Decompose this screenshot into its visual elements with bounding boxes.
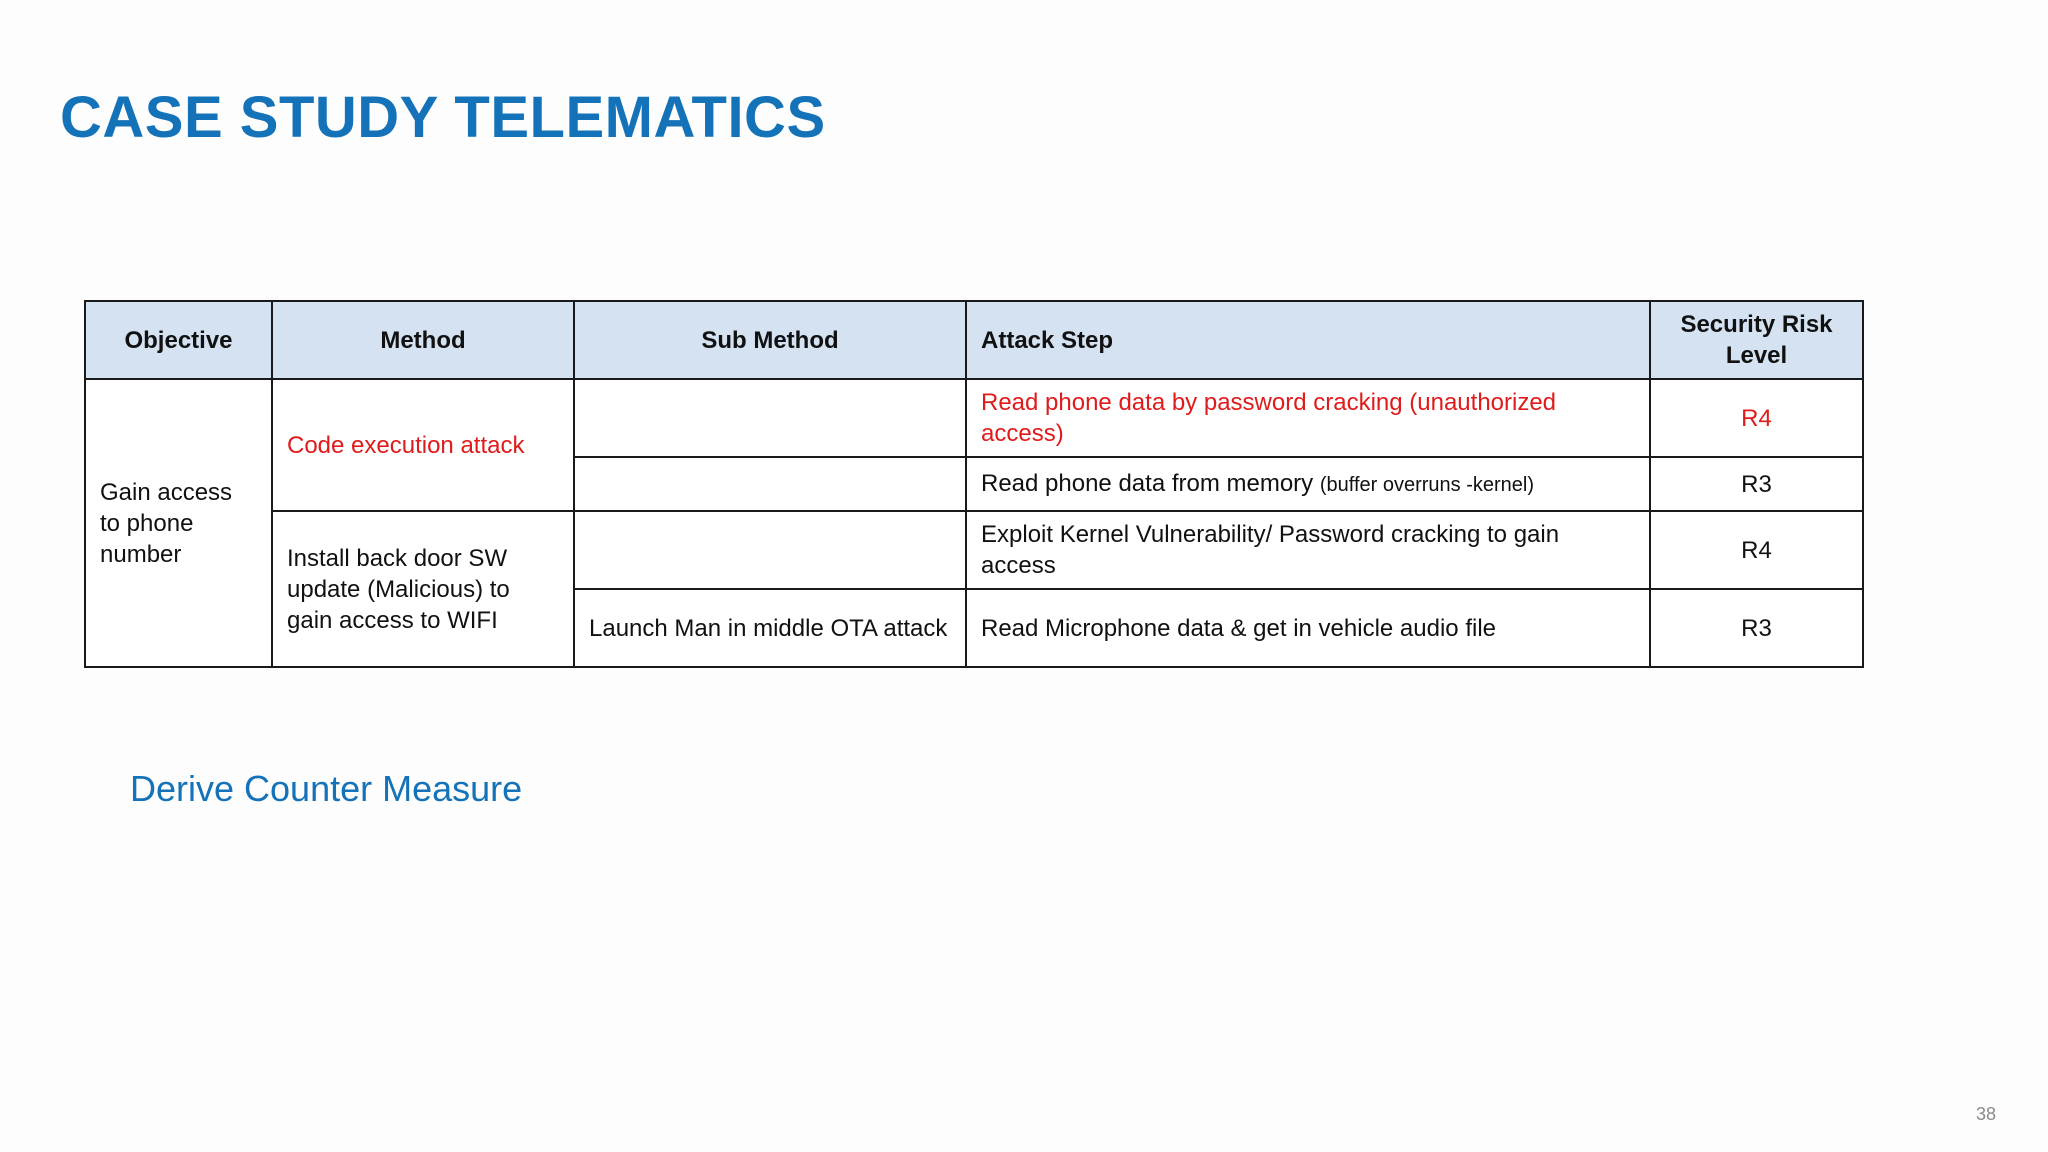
header-attack-step: Attack Step (966, 301, 1650, 379)
sub-method-cell (574, 457, 966, 511)
header-security-risk-level: Security Risk Level (1650, 301, 1863, 379)
slide-title: CASE STUDY TELEMATICS (60, 85, 826, 150)
risk-level-cell: R4 (1650, 379, 1863, 457)
attack-step-note: (buffer overruns -kernel) (1319, 473, 1535, 496)
header-objective: Objective (85, 301, 272, 379)
sub-method-cell (574, 379, 966, 457)
derive-counter-measure-heading: Derive Counter Measure (130, 768, 523, 809)
attack-step-cell (966, 379, 1650, 457)
header-sub-method: Sub Method (574, 301, 966, 379)
sub-method-cell (574, 511, 966, 589)
page-number: 38 (1975, 1104, 1996, 1124)
method-cell: Code execution attack (272, 379, 574, 511)
method-cell: Install back door SW update (Malicious) to gain access to WIFI (272, 511, 574, 667)
risk-level-cell: R3 (1650, 457, 1863, 511)
attack-step-cell (966, 457, 1650, 511)
table-header-row (85, 301, 1863, 379)
attack-step-text: Read phone data from memory (981, 469, 1314, 497)
attack-step-text: Read Microphone data & get in vehicle audio file (981, 614, 1496, 642)
table-row (85, 511, 1863, 589)
objective-cell: Gain access to phone number (85, 379, 272, 667)
risk-level-cell: R4 (1650, 511, 1863, 589)
table-row (85, 379, 1863, 457)
attack-step-text: Exploit Kernel Vulnerability/ Password cracking to gain access (981, 521, 1560, 579)
attack-step-cell (966, 589, 1650, 667)
attack-tree-table (84, 300, 1864, 668)
attack-step-cell (966, 511, 1650, 589)
header-method: Method (272, 301, 574, 379)
attack-step-text: Read phone data by password cracking (unauthorized access) (981, 389, 1557, 447)
risk-level-cell: R3 (1650, 589, 1863, 667)
sub-method-cell: Launch Man in middle OTA attack (574, 589, 966, 667)
